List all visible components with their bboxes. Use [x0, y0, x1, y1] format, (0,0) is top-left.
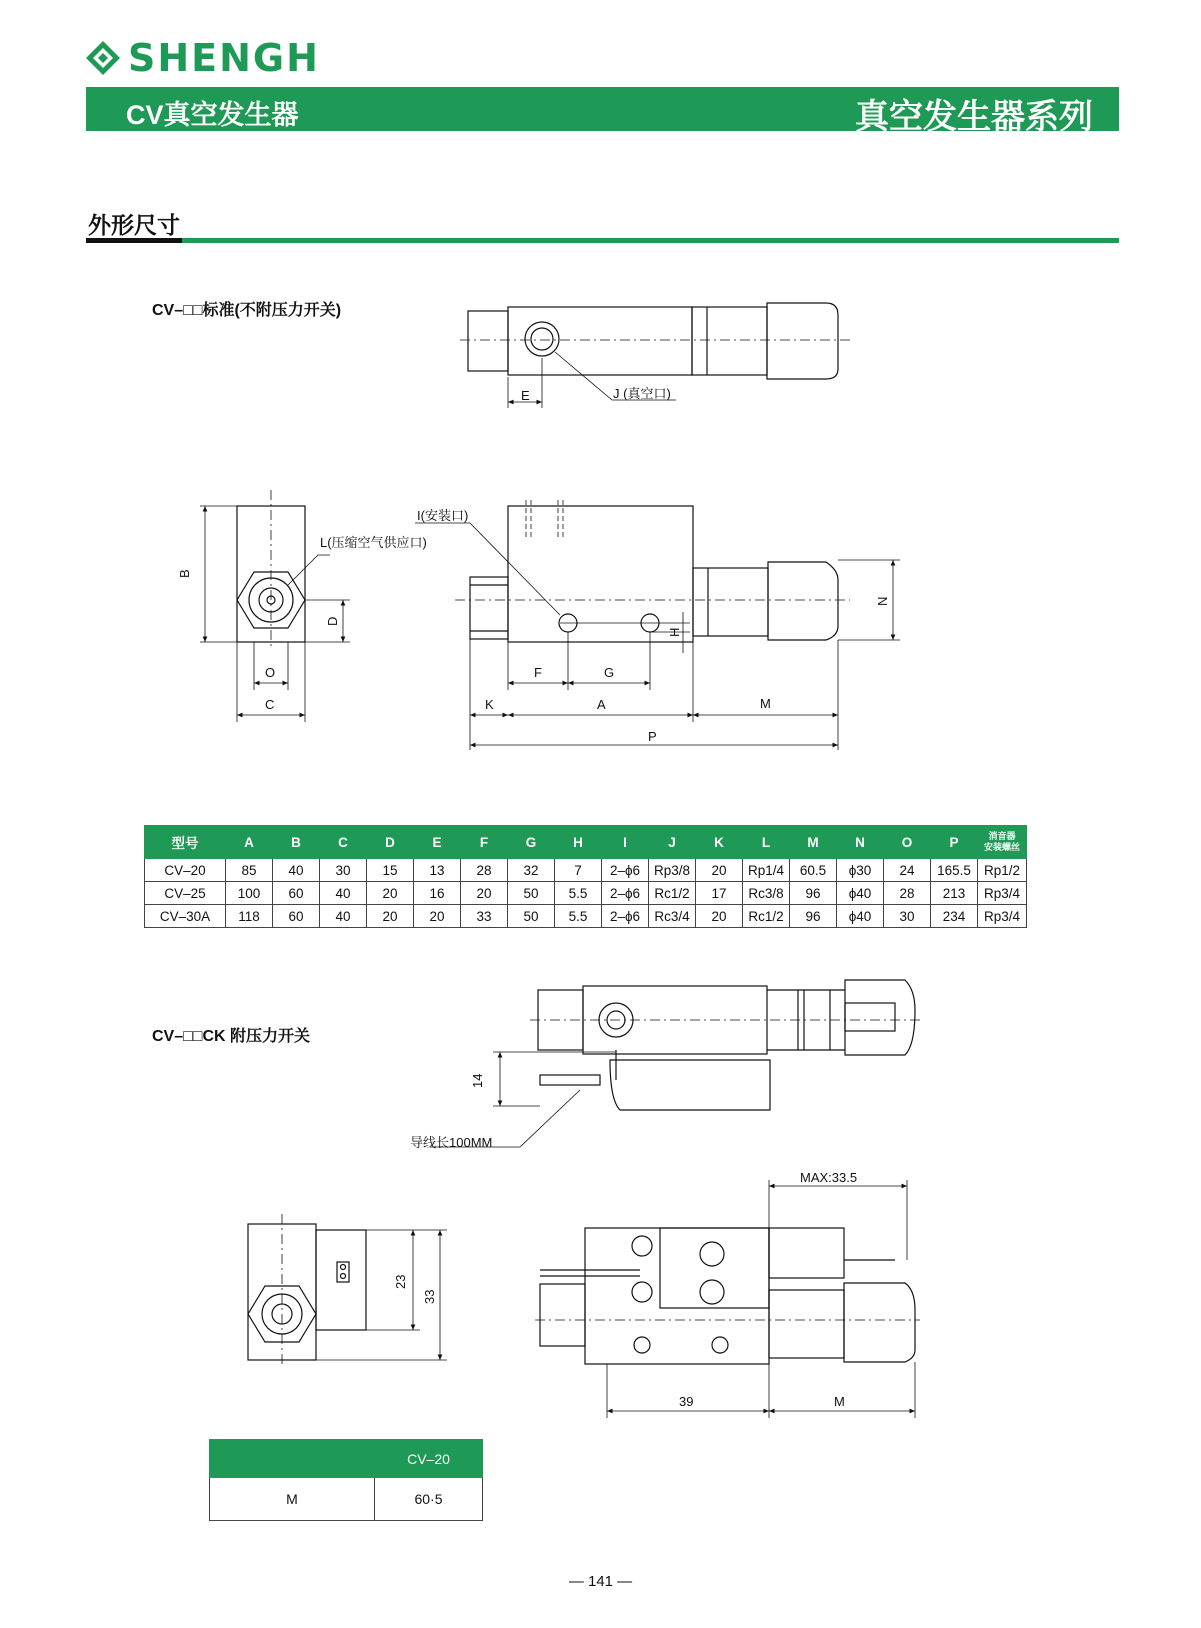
- col-o: O: [884, 826, 931, 859]
- dim-label-n: N: [875, 596, 890, 606]
- table-cell: ϕ30: [837, 859, 884, 882]
- table-row: [145, 905, 1027, 928]
- dim-label-a: A: [597, 697, 606, 712]
- table-cell: 40: [320, 905, 367, 928]
- dim-label-i: I(安装口): [417, 508, 469, 523]
- table-cell: 32: [508, 859, 555, 882]
- col-h: H: [555, 826, 602, 859]
- table-cell: Rc1/2: [743, 905, 790, 928]
- table-cell: 60.5: [790, 859, 837, 882]
- dim-label-j: J (真空口): [613, 386, 671, 401]
- table-cell: 165.5: [931, 859, 978, 882]
- dim-label-g: G: [604, 665, 615, 680]
- dim-label-o: O: [265, 665, 276, 680]
- table-cell: 33: [461, 905, 508, 928]
- table-cell: 118: [226, 905, 273, 928]
- table-cell: CV–25: [145, 882, 226, 905]
- m-table-row: [210, 1478, 483, 1521]
- dim-label-23: 23: [393, 1274, 408, 1289]
- wire-length-label: 导线长100MM: [410, 1135, 493, 1150]
- section-title: 外形尺寸: [88, 212, 180, 238]
- drawing2-caption: CV–□□CK 附压力开关: [152, 1028, 311, 1045]
- table-cell: 20: [696, 859, 743, 882]
- table-cell: 28: [461, 859, 508, 882]
- dim-label-f: F: [534, 665, 542, 680]
- table-cell: 100: [226, 882, 273, 905]
- m-dimension-table: [209, 1439, 483, 1521]
- col-a: A: [226, 826, 273, 859]
- table-cell: 5.5: [555, 905, 602, 928]
- table-cell: 16: [414, 882, 461, 905]
- dim-label-h: H: [667, 627, 682, 637]
- table-cell: 60: [273, 905, 320, 928]
- front-view-drawing: [415, 500, 900, 750]
- table-cell: 2–ϕ6: [602, 905, 649, 928]
- dim-label-p: P: [648, 729, 657, 744]
- table-cell: Rp3/4: [978, 905, 1027, 928]
- table-cell: 50: [508, 905, 555, 928]
- table-cell: 2–ϕ6: [602, 859, 649, 882]
- dim-label-39: 39: [679, 1394, 694, 1409]
- table-cell: Rc3/4: [649, 905, 696, 928]
- spec-table: [144, 825, 1027, 928]
- table-cell: ϕ40: [837, 882, 884, 905]
- table-cell: Rp3/4: [978, 882, 1027, 905]
- table-cell: 40: [273, 859, 320, 882]
- m-table-corner: [210, 1440, 375, 1478]
- table-cell: ϕ40: [837, 905, 884, 928]
- m-table-header-row: [210, 1440, 483, 1478]
- table-cell: 20: [461, 882, 508, 905]
- col-k: K: [696, 826, 743, 859]
- col-n: N: [837, 826, 884, 859]
- table-cell: 17: [696, 882, 743, 905]
- table-cell: 40: [320, 882, 367, 905]
- table-cell: Rp3/8: [649, 859, 696, 882]
- table-cell: 7: [555, 859, 602, 882]
- ck-front-view-drawing: [535, 1180, 920, 1418]
- col-d: D: [367, 826, 414, 859]
- m-table-model-header: CV–20: [375, 1440, 483, 1478]
- dim-label-m2: M: [834, 1394, 845, 1409]
- drawing1-caption: CV–□□标准(不附压力开关): [152, 302, 342, 319]
- table-cell: 20: [414, 905, 461, 928]
- table-cell: 5.5: [555, 882, 602, 905]
- table-cell: 60: [273, 882, 320, 905]
- table-cell: Rc3/8: [743, 882, 790, 905]
- col-m: M: [790, 826, 837, 859]
- table-cell: 20: [367, 882, 414, 905]
- ck-top-view-drawing: [430, 980, 920, 1147]
- table-cell: CV–20: [145, 859, 226, 882]
- col-i: I: [602, 826, 649, 859]
- m-table-row-value: 60·5: [375, 1478, 483, 1521]
- col-silencer-thread: 消音器 安装螺丝: [978, 826, 1027, 859]
- col-p: P: [931, 826, 978, 859]
- table-cell: 28: [884, 882, 931, 905]
- table-cell: Rc1/2: [649, 882, 696, 905]
- table-cell: Rp1/4: [743, 859, 790, 882]
- col-f: F: [461, 826, 508, 859]
- m-table-row-label: M: [210, 1478, 375, 1521]
- dim-label-l: L(压缩空气供应口): [320, 535, 427, 550]
- dim-label-d: D: [325, 616, 340, 626]
- col-c: C: [320, 826, 367, 859]
- table-cell: 13: [414, 859, 461, 882]
- table-cell: 30: [320, 859, 367, 882]
- table-cell: 24: [884, 859, 931, 882]
- table-cell: 20: [696, 905, 743, 928]
- side-view-drawing: [200, 490, 350, 722]
- banner-product-title: CV真空发生器: [126, 100, 299, 130]
- table-row: [145, 859, 1027, 882]
- table-cell: 234: [931, 905, 978, 928]
- dim-label-b: B: [177, 569, 192, 578]
- brand-name: SHENGH: [128, 36, 320, 80]
- col-e: E: [414, 826, 461, 859]
- col-model: 型号: [145, 826, 226, 859]
- table-cell: 2–ϕ6: [602, 882, 649, 905]
- col-g: G: [508, 826, 555, 859]
- banner-series-title: 真空发生器系列: [855, 98, 1093, 136]
- table-cell: 50: [508, 882, 555, 905]
- col-b: B: [273, 826, 320, 859]
- page-number: — 141 —: [568, 1573, 633, 1590]
- col-j: J: [649, 826, 696, 859]
- ck-side-view-drawing: [248, 1214, 447, 1366]
- dim-label-14: 14: [470, 1073, 485, 1088]
- dim-label-m: M: [760, 696, 771, 711]
- table-cell: 96: [790, 882, 837, 905]
- table-row: [145, 882, 1027, 905]
- table-cell: 20: [367, 905, 414, 928]
- table-cell: 85: [226, 859, 273, 882]
- table-cell: 213: [931, 882, 978, 905]
- table-cell: 96: [790, 905, 837, 928]
- table-cell: 30: [884, 905, 931, 928]
- table-cell: 15: [367, 859, 414, 882]
- dim-label-max: MAX:33.5: [800, 1170, 858, 1185]
- table-cell: CV–30A: [145, 905, 226, 928]
- dim-label-e: E: [521, 388, 530, 403]
- col-l: L: [743, 826, 790, 859]
- dim-label-33: 33: [422, 1289, 437, 1304]
- spec-header-row: [145, 826, 1027, 859]
- table-cell: Rp1/2: [978, 859, 1027, 882]
- dim-label-k: K: [485, 697, 494, 712]
- dim-label-c: C: [265, 697, 275, 712]
